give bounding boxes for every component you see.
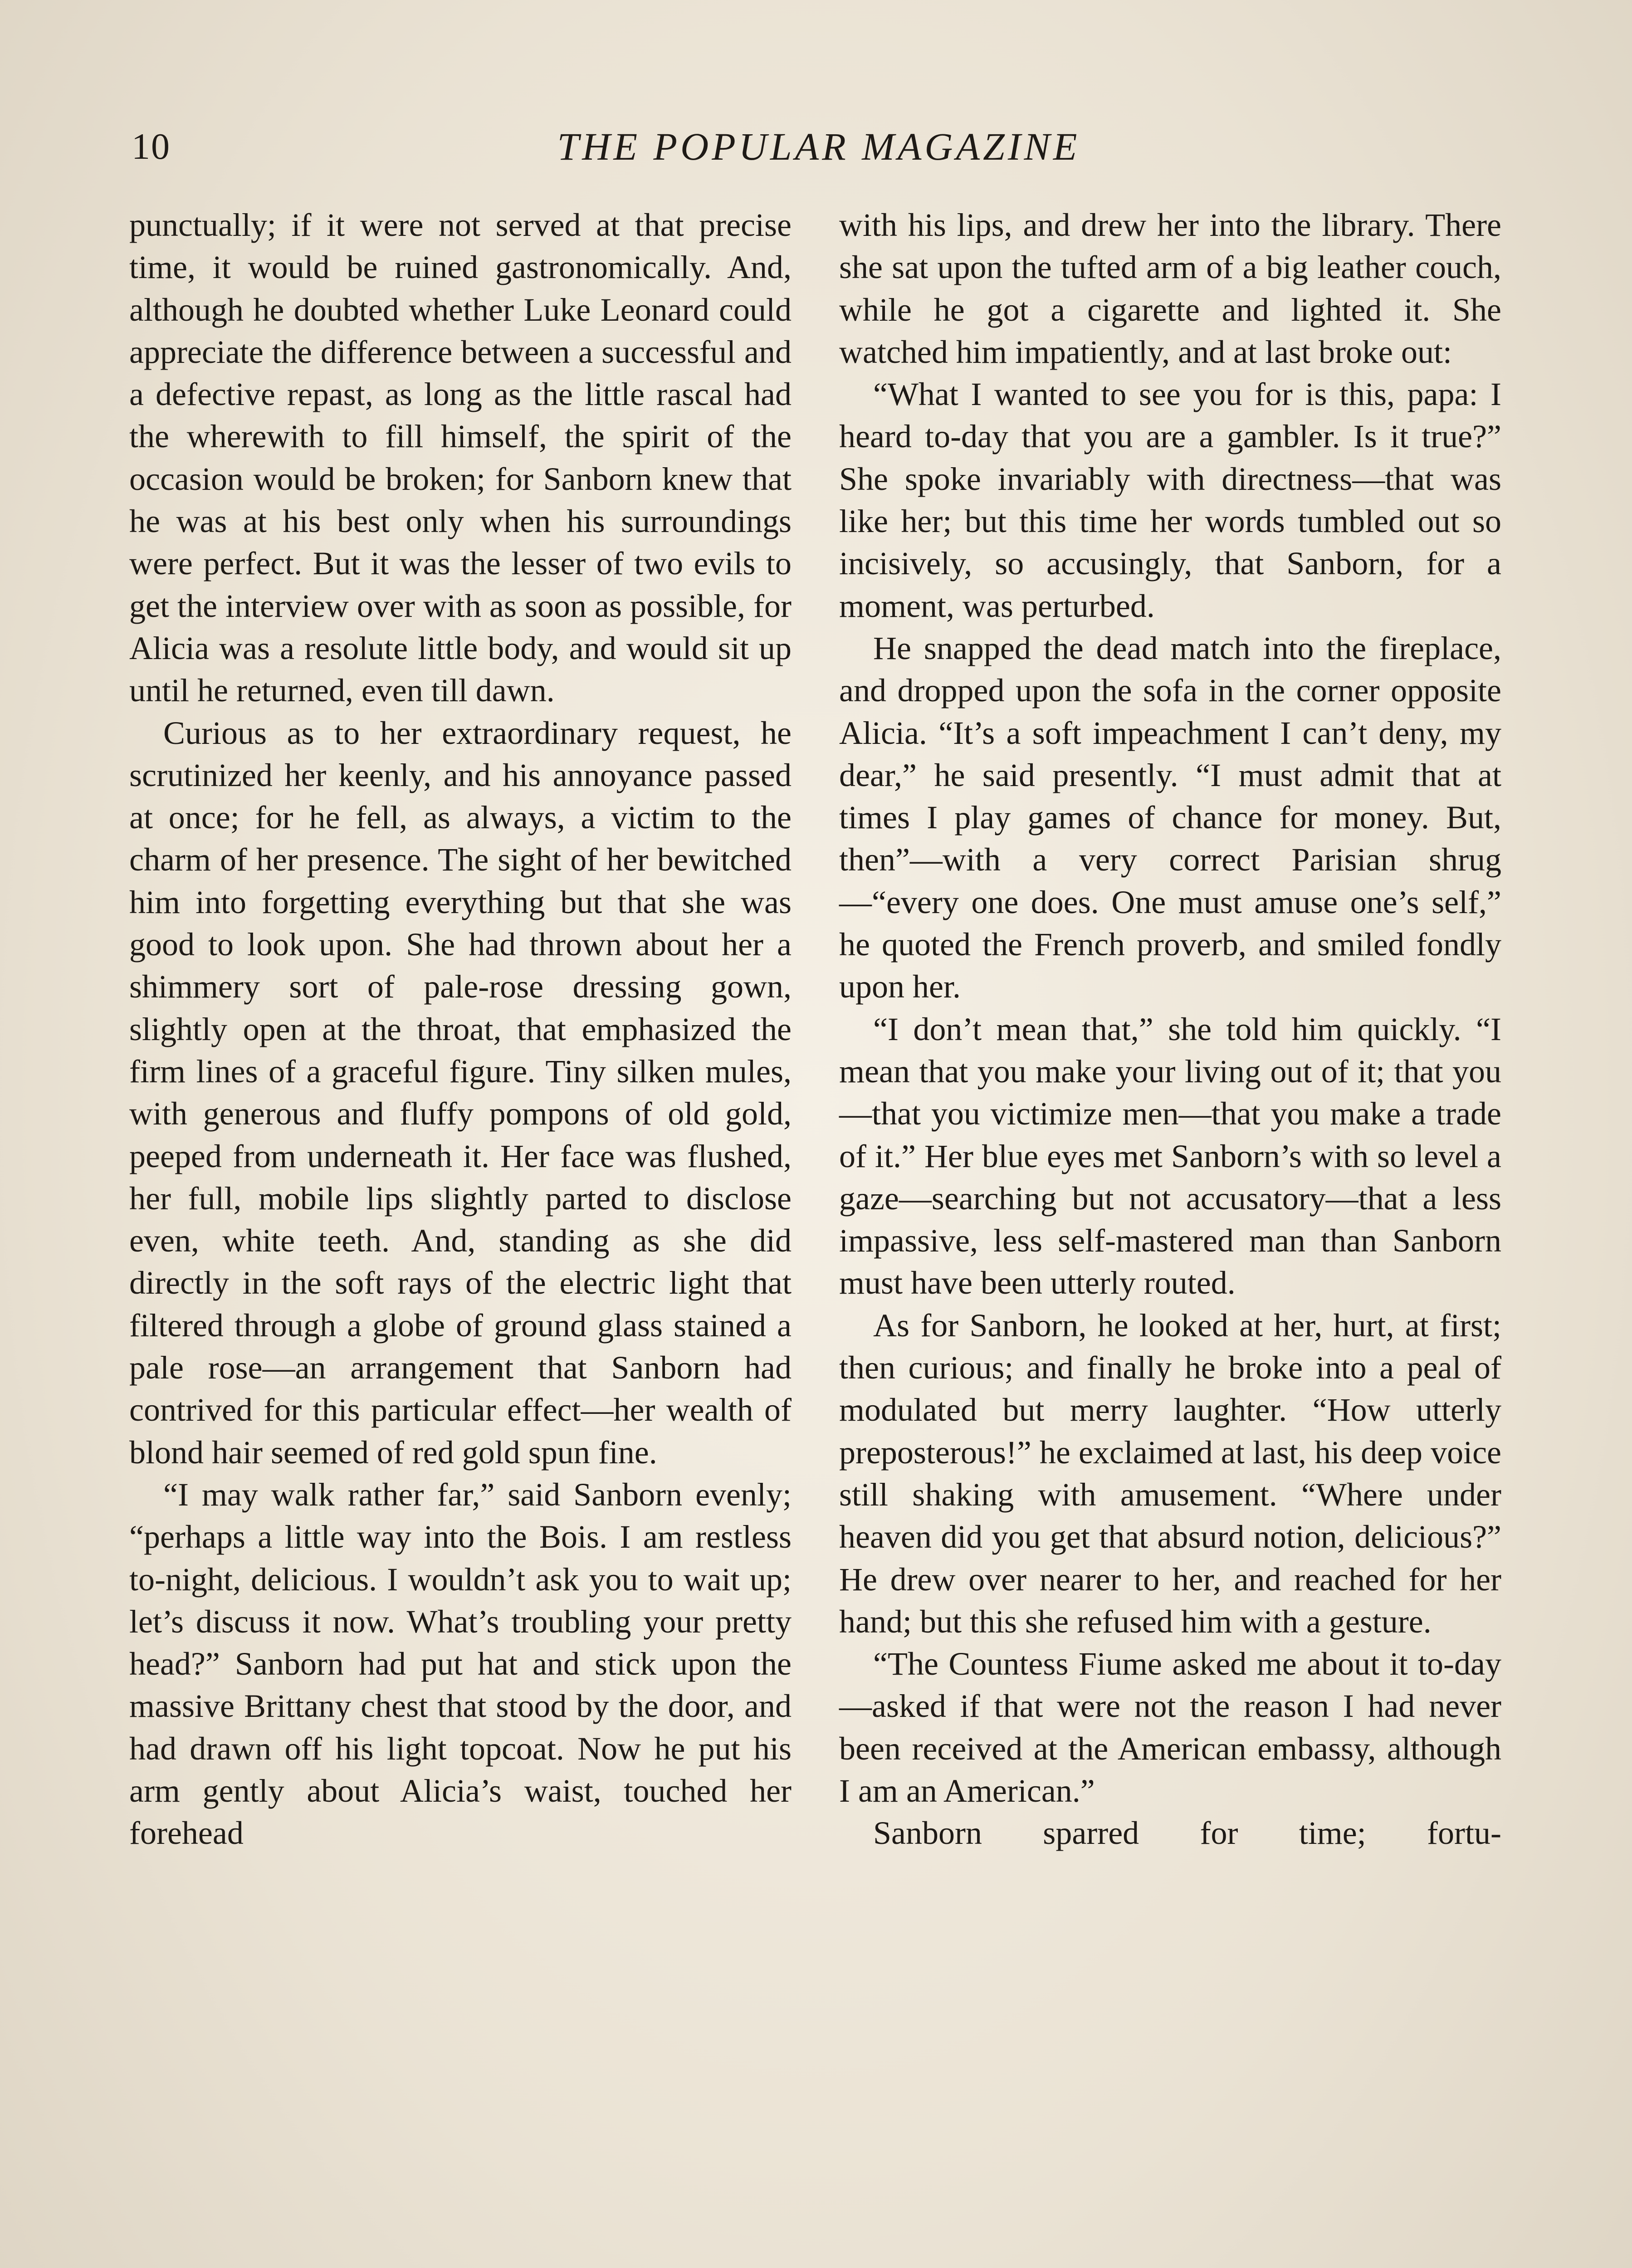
left-column — [129, 204, 792, 1855]
paragraph: “The Countess Fiume asked me about it to-day—asked if that were not the reason I had never been received at the American embassy, although I am an American.” — [839, 1646, 1501, 1809]
paragraph: Sanborn sparred for time; fortu- — [873, 1815, 1501, 1852]
paragraph: “I don’t mean that,” she told him quickly. “I mean that you make your living out of it; that you—that you victimize men—that you make a trade of it.” Her blue eyes met Sanborn’s with so level a gaze—searching but not accusatory—that a less impassive, less self-mastered man than Sanborn must have been utterly routed. — [839, 1011, 1501, 1301]
paragraph: As for Sanborn, he looked at her, hurt, at first; then curious; and finally he broke into a peal of modulated but merry laughter. “How utterly preposterous!” he exclaimed at last, his deep voice still shaking with amusement. “Where under heaven did you get that absurd notion, delicious?” He drew over nearer to her, and reached for her hand; but this she refused him with a gesture. — [839, 1307, 1501, 1640]
page-number: 10 — [132, 126, 171, 167]
paragraph: with his lips, and drew her into the library. There she sat upon the tufted arm of a big leather couch, while he got a cigarette and lighted it. She watched him impatiently, and at last broke out: — [839, 207, 1501, 370]
paragraph: “I may walk rather far,” said Sanborn evenly; “perhaps a little way into the Bois. I am restless to-night, delicious. I wouldn’t ask you to wait up; let’s discuss it now. What’s troubling your pretty head?” Sanborn had put hat and stick upon the massive Brittany chest that stood by the door, and had drawn off his light topcoat. Now he put his arm gently about Alicia’s waist, touched her forehead — [129, 1476, 792, 1852]
running-head: THE POPULAR MAGAZINE — [557, 125, 1080, 168]
paragraph: He snapped the dead match into the fireplace, and dropped upon the sofa in the corner opposite Alicia. “It’s a soft impeachment I can’t deny, my dear,” he said presently. “I must admit that at times I play games of chance for money. But, then”—with a very correct Parisian shrug—“every one does. One must amuse one’s self,” he quoted the French proverb, and smiled fondly upon her. — [839, 630, 1501, 1005]
page-header — [0, 122, 1632, 171]
right-column — [839, 204, 1501, 1855]
paragraph: “What I wanted to see you for is this, papa: I heard to-day that you are a gambler. Is it true?” She spoke invariably with directness—that was like her; but this time her words tumbled out so incisively, so accusingly, that Sanborn, for a moment, was perturbed. — [839, 376, 1501, 624]
paragraph: Curious as to her extraordinary request, he scrutinized her keenly, and his annoyance passed at once; for he fell, as always, a victim to the charm of her presence. The sight of her bewitched him into forgetting everything but that she was good to look upon. She had thrown about her a shimmery sort of pale-rose dressing gown, slightly open at the throat, that emphasized the firm lines of a graceful figure. Tiny silken mules, with generous and fluffy pompons of old gold, peeped from underneath it. Her face was flushed, her full, mobile lips slightly parted to disclose even, white teeth. And, standing as she did directly in the soft rays of the electric light that filtered through a globe of ground glass stained a pale rose—an arrangement that Sanborn had contrived for this particular effect—her wealth of blond hair seemed of red gold spun fine. — [129, 714, 792, 1471]
paragraph: punctually; if it were not served at that precise time, it would be ruined gastronomically. And, although he doubted whether Luke Leonard could appreciate the difference between a successful and a defective repast, as long as the little rascal had the wherewith to fill himself, the spirit of the occasion would be broken; for Sanborn knew that he was at his best only when his surroundings were perfect. But it was the lesser of two evils to get the interview over with as soon as possible, for Alicia was a resolute little body, and would sit up until he returned, even till dawn. — [129, 207, 792, 709]
